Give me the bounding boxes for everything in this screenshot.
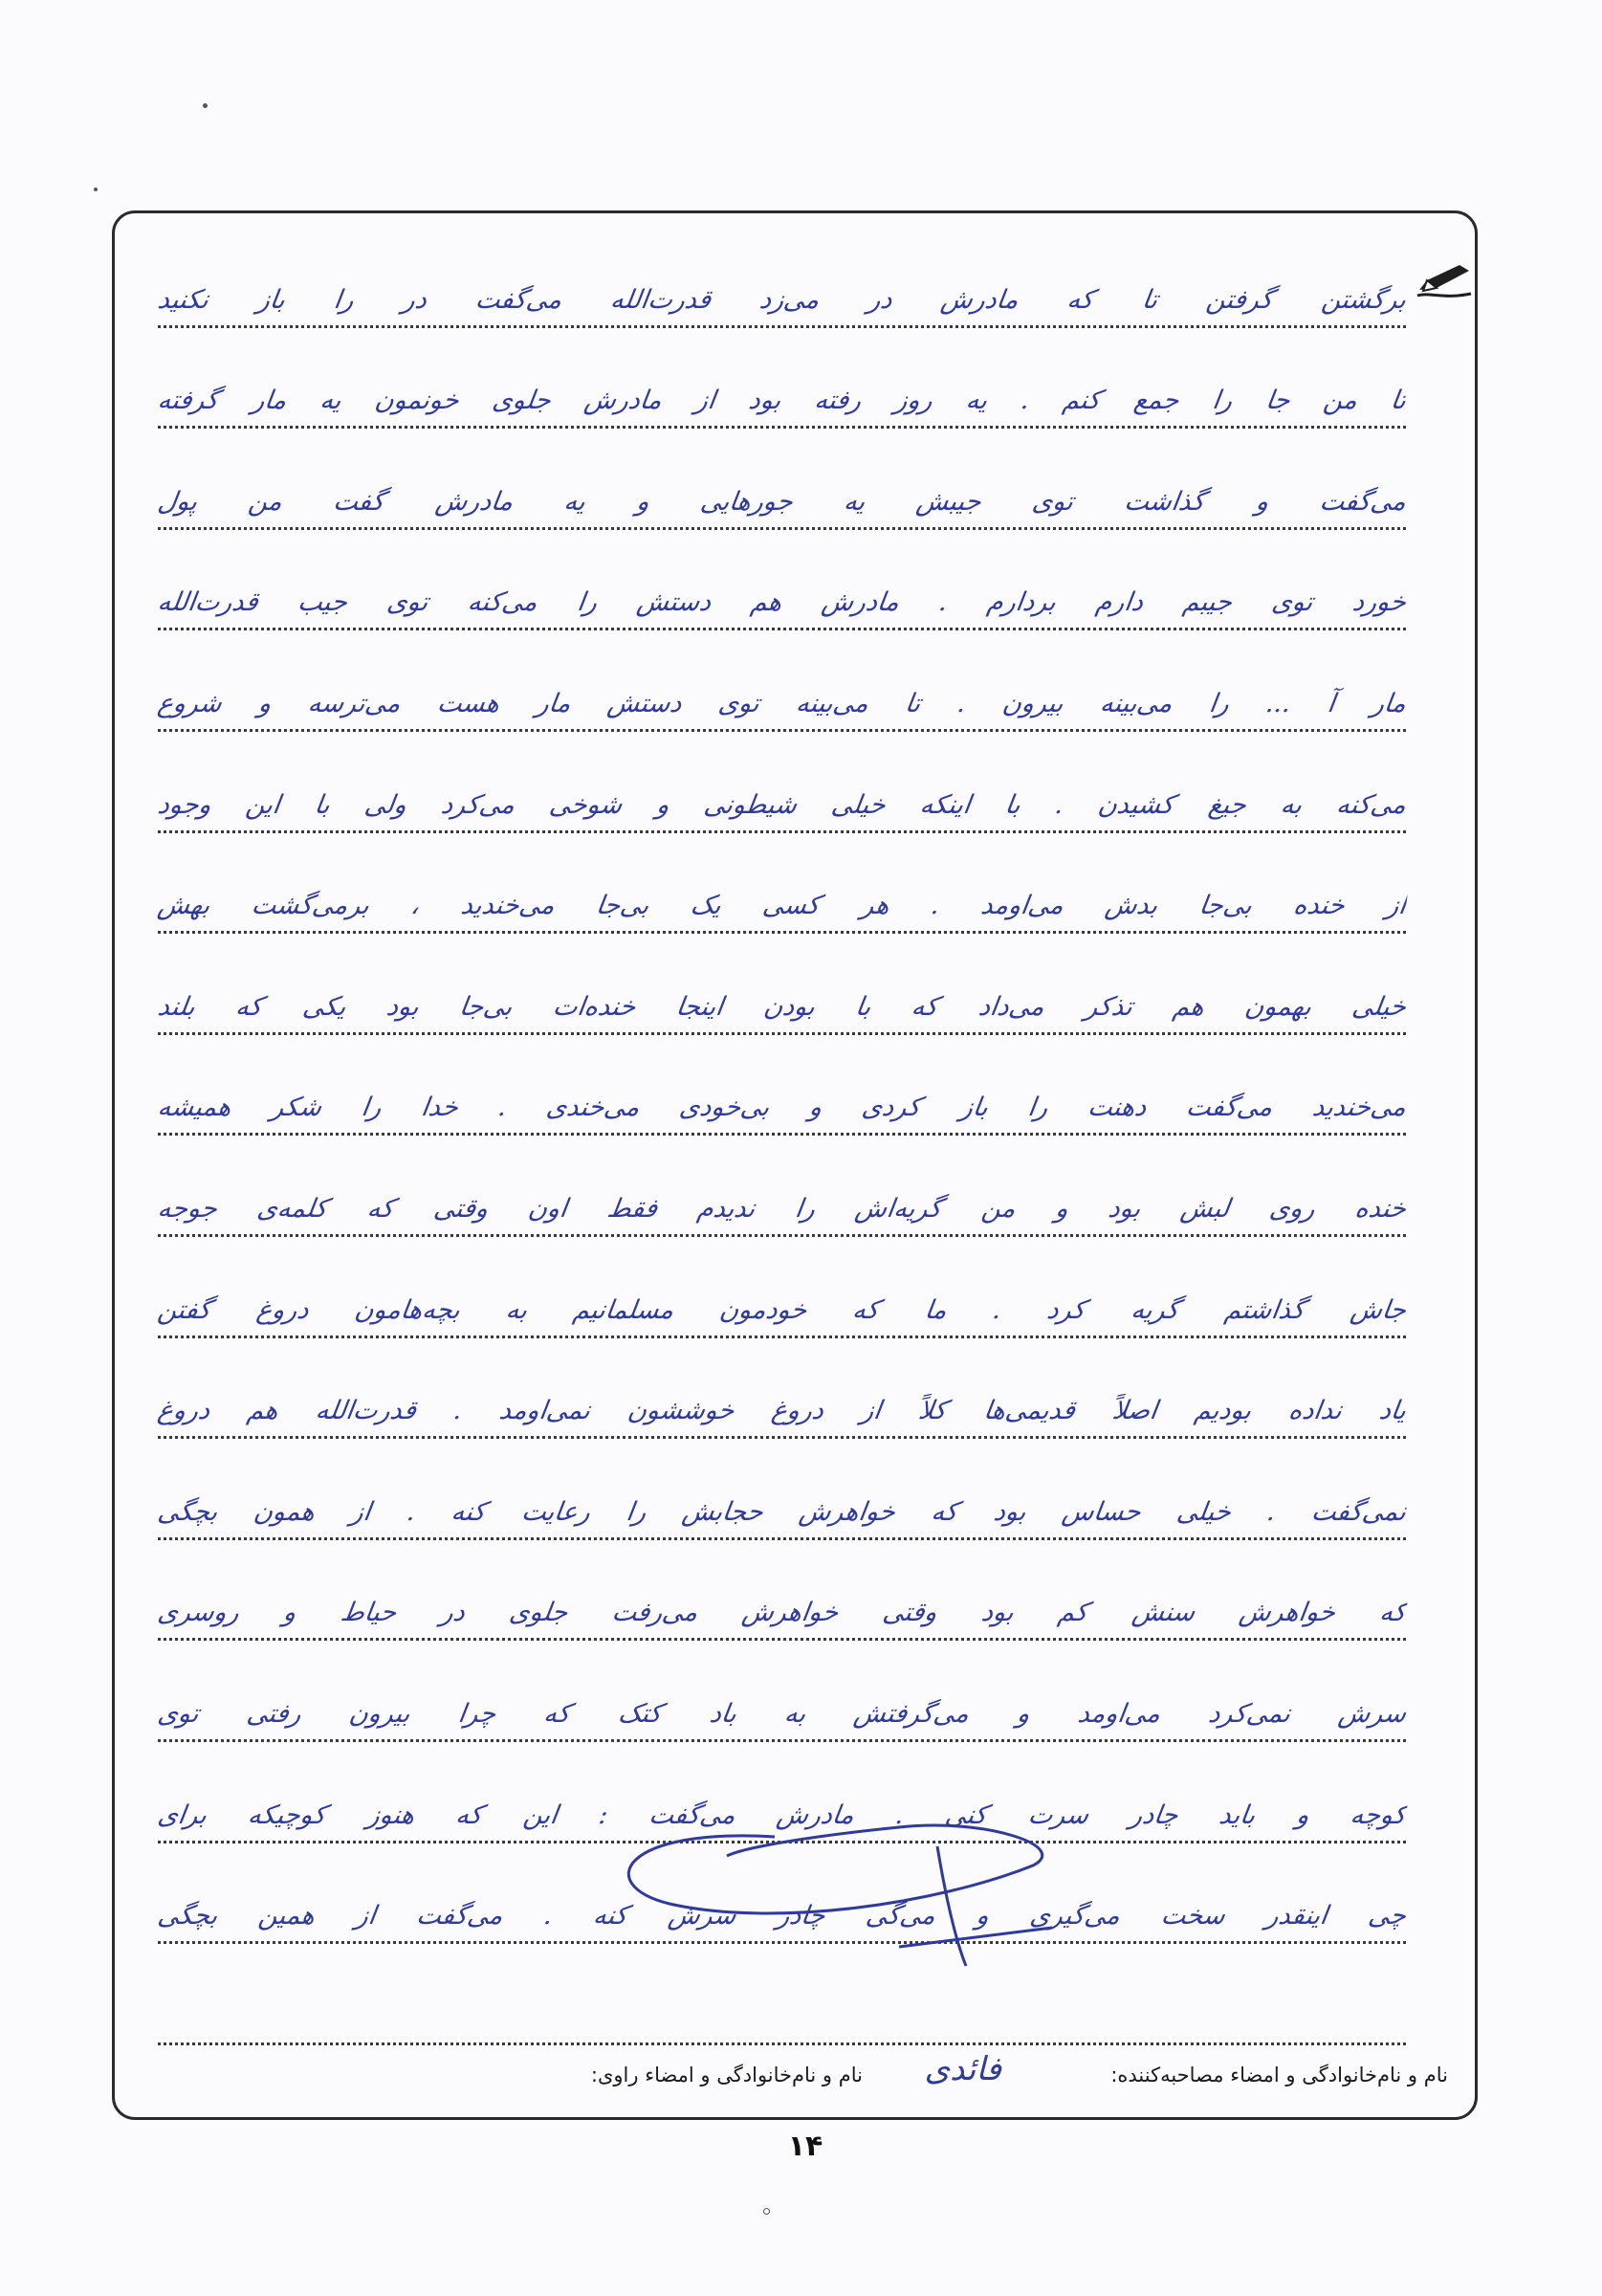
- handwritten-text: مار آ ... را می‌بینه بیرون . تا می‌بینه توی دستش مار هست می‌ترسه و شروع: [155, 688, 1409, 718]
- transcript-line: [155, 1458, 1409, 1559]
- handwritten-text: سرش نمی‌کرد می‌اومد و می‌گرفتش به باد کتک که چرا بیرون رفتی توی: [155, 1698, 1409, 1729]
- handwritten-text: خیلی بهمون هم تذکر می‌داد که با بودن اینجا خنده‌ات بی‌جا بود یکی که بلند: [155, 991, 1409, 1022]
- interviewer-label: نام و نام‌خانوادگی و امضاء مصاحبه‌کننده:: [1110, 2064, 1448, 2086]
- handwritten-text: می‌گفت و گذاشت توی جیبش یه جورهایی و یه مادرش گفت من پول: [155, 486, 1409, 517]
- transcript-line: [155, 751, 1409, 852]
- handwritten-text: تا من جا را جمع کنم . یه روز رفته بود از مادرش جلوی خونمون یه مار گرفته: [155, 386, 1409, 416]
- transcript-line: [155, 347, 1409, 449]
- page-number: ۱۴: [787, 2130, 823, 2163]
- transcript-line: [155, 1155, 1409, 1256]
- transcript-line: [155, 1863, 1409, 1964]
- transcript-line: [155, 1660, 1409, 1761]
- handwritten-text: می‌خندید می‌گفت دهنت را باز کردی و بی‌خودی می‌خندی . خدا را شکر همیشه: [155, 1093, 1409, 1123]
- transcript-line: [155, 448, 1409, 549]
- handwritten-text: برگشتن گرفتن تا که مادرش در می‌زد قدرت‌الله می‌گفت در را باز نکنید: [155, 284, 1409, 315]
- handwritten-text: خورد توی جیبم دارم بردارم . مادرش هم دستش را می‌کنه توی جیب قدرت‌الله: [155, 587, 1409, 618]
- handwritten-text: کوچه و باید چادر سرت کنی . مادرش می‌گفت : این که هنوز کوچیکه برای: [155, 1799, 1409, 1830]
- interviewer-signature: فائدی: [924, 2050, 1001, 2088]
- transcript-line: [155, 650, 1409, 751]
- scan-speck: [94, 188, 98, 191]
- handwritten-text: یاد نداده بودیم اصلاً قدیمی‌ها کلاً از دروغ خوششون نمی‌اومد . قدرت‌الله هم دروغ: [155, 1396, 1409, 1426]
- transcript-line: [155, 1054, 1409, 1156]
- transcript-line: [155, 1559, 1409, 1661]
- narrator-label: نام و نام‌خانوادگی و امضاء راوی:: [590, 2064, 863, 2086]
- handwritten-text: چی اینقدر سخت می‌گیری و می‌گی چادر سرش کنه . می‌گفت از همین بچگی: [155, 1901, 1409, 1932]
- handwritten-text: از خنده بی‌جا بدش می‌اومد . هر کسی یک‌ بی‌جا می‌خندید ، برمی‌گشت بهش: [155, 891, 1409, 921]
- handwritten-text: نمی‌گفت . خیلی حساس بود که خواهرش حجابش را رعایت کنه . از همون بچگی: [155, 1496, 1409, 1527]
- handwritten-text: خنده روی لبش بود و من گریه‌اش را ندیدم فقط اون وقتی که کلمه‌ی جوجه: [155, 1193, 1409, 1224]
- transcript-line: [155, 1761, 1409, 1863]
- handwritten-text: که خواهرش سنش کم بود وقتی خواهرش می‌رفت جلوی در حیاط و روسری: [155, 1598, 1409, 1628]
- transcript-line: [155, 1358, 1409, 1459]
- scan-speck: [763, 2208, 770, 2215]
- scan-speck: [203, 103, 208, 108]
- transcript-line: [155, 1256, 1409, 1358]
- transcript-line: [155, 852, 1409, 954]
- transcript-line: [155, 549, 1409, 651]
- pen-icon: [1415, 261, 1475, 299]
- transcript-lines: [155, 246, 1409, 2064]
- transcript-line: [155, 246, 1409, 347]
- signature-footer: [115, 2046, 1475, 2104]
- handwritten-text: می‌کنه به جیغ کشیدن . با اینکه خیلی شیطونی و شوخی می‌کرد ولی با این وجود: [155, 789, 1409, 820]
- transcript-line: [155, 953, 1409, 1054]
- transcript-frame: [112, 210, 1478, 2120]
- handwritten-text: جاش گذاشتم گریه کرد . ما که خودمون مسلمانیم به بچه‌هامون دروغ گفتن: [155, 1294, 1409, 1325]
